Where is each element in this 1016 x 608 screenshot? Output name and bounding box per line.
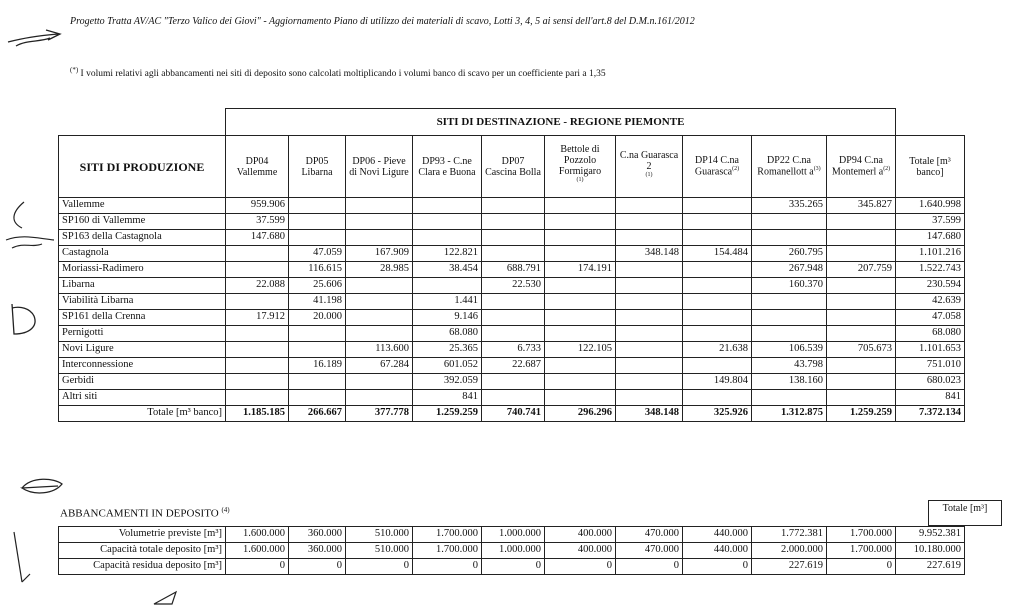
production-site-label: SP160 di Vallemme <box>59 214 226 230</box>
production-site-label: Vallemme <box>59 198 226 214</box>
table-cell: 41.198 <box>289 294 346 310</box>
col-header: DP06 - Pieve di Novi Ligure <box>346 136 413 198</box>
table-cell: 705.673 <box>827 342 896 358</box>
deposit-cell: 1.000.000 <box>482 527 545 543</box>
table-cell <box>827 214 896 230</box>
table-cell: 348.148 <box>616 246 683 262</box>
col-header: DP07 Cascina Bolla <box>482 136 545 198</box>
table-cell <box>226 374 289 390</box>
table-cell: 21.638 <box>683 342 752 358</box>
table-cell <box>616 294 683 310</box>
deposit-cell: 0 <box>482 559 545 575</box>
table-cell <box>346 374 413 390</box>
deposit-cell: 360.000 <box>289 527 346 543</box>
table-cell <box>482 390 545 406</box>
table-cell <box>413 198 482 214</box>
table-cell: 43.798 <box>752 358 827 374</box>
table-cell <box>545 374 616 390</box>
table-cell <box>616 326 683 342</box>
table-cell: 38.454 <box>413 262 482 278</box>
table-cell: 113.600 <box>346 342 413 358</box>
table-cell <box>827 278 896 294</box>
table-cell <box>545 198 616 214</box>
table-cell: 841 <box>413 390 482 406</box>
table-cell <box>413 230 482 246</box>
deposit-cell: 1.700.000 <box>827 527 896 543</box>
table-cell <box>289 214 346 230</box>
table-cell <box>616 342 683 358</box>
row-total-cell: 147.680 <box>896 230 965 246</box>
total-col-header: Totale [m³ banco] <box>896 136 965 198</box>
table-cell <box>346 390 413 406</box>
production-site-label: Moriassi-Radimero <box>59 262 226 278</box>
table-row <box>59 374 965 390</box>
table-cell <box>226 262 289 278</box>
total-cell: 266.667 <box>289 406 346 422</box>
table-cell <box>413 214 482 230</box>
deposit-title: ABBANCAMENTI IN DEPOSITO $^{(4)}$ <box>60 506 230 520</box>
total-cell: 1.259.259 <box>413 406 482 422</box>
deposit-cell: 2.000.000 <box>752 543 827 559</box>
table-cell <box>616 358 683 374</box>
col-header: DP14 C.na Guarasca$^{(2)}$ <box>683 136 752 198</box>
table-cell: 149.804 <box>683 374 752 390</box>
production-site-label: Libarna <box>59 278 226 294</box>
table-row <box>59 342 965 358</box>
table-cell <box>482 198 545 214</box>
totals-row <box>59 406 965 422</box>
table-row <box>59 214 965 230</box>
table-cell <box>827 390 896 406</box>
table-cell <box>289 230 346 246</box>
row-total-cell: 37.599 <box>896 214 965 230</box>
table-cell <box>545 326 616 342</box>
production-header: SITI DI PRODUZIONE <box>59 136 226 198</box>
table-row <box>59 310 965 326</box>
deposit-cell: 0 <box>827 559 896 575</box>
table-cell <box>289 342 346 358</box>
total-cell: 1.312.875 <box>752 406 827 422</box>
production-site-label: Novi Ligure <box>59 342 226 358</box>
table-cell <box>616 374 683 390</box>
table-cell: 688.791 <box>482 262 545 278</box>
table-cell: 116.615 <box>289 262 346 278</box>
deposit-cell: 470.000 <box>616 527 683 543</box>
table-cell <box>827 358 896 374</box>
deposit-cell: 1.700.000 <box>827 543 896 559</box>
table-cell <box>683 230 752 246</box>
table-cell <box>482 326 545 342</box>
deposit-row-label: Capacità residua deposito [m³] <box>59 559 226 575</box>
table-cell <box>827 326 896 342</box>
deposit-total-cell: 9.952.381 <box>896 527 965 543</box>
total-cell: 348.148 <box>616 406 683 422</box>
table-row <box>59 246 965 262</box>
col-header: DP94 C.na Montemerl $a^{(2)}$ <box>827 136 896 198</box>
deposit-cell: 1.772.381 <box>752 527 827 543</box>
table-cell <box>226 246 289 262</box>
deposit-cell: 1.700.000 <box>413 527 482 543</box>
table-row <box>59 294 965 310</box>
table-cell: 22.530 <box>482 278 545 294</box>
table-cell <box>482 230 545 246</box>
table-cell <box>683 326 752 342</box>
table-cell <box>683 390 752 406</box>
row-total-cell: 42.639 <box>896 294 965 310</box>
table-cell: 167.909 <box>346 246 413 262</box>
handwritten-d-mark <box>4 300 44 340</box>
table-cell: 147.680 <box>226 230 289 246</box>
table-cell <box>616 278 683 294</box>
deposit-cell: 0 <box>683 559 752 575</box>
table-row <box>59 358 965 374</box>
table-cell <box>346 230 413 246</box>
table-cell <box>683 278 752 294</box>
deposit-cell: 1.000.000 <box>482 543 545 559</box>
table-cell: 6.733 <box>482 342 545 358</box>
deposit-cell: 0 <box>289 559 346 575</box>
deposit-cell: 0 <box>346 559 413 575</box>
production-site-label: Pernigotti <box>59 326 226 342</box>
table-cell <box>289 390 346 406</box>
col-header: DP04 Vallemme <box>226 136 289 198</box>
table-cell: 207.759 <box>827 262 896 278</box>
total-cell: 377.778 <box>346 406 413 422</box>
table-cell <box>545 230 616 246</box>
row-total-cell: 1.522.743 <box>896 262 965 278</box>
row-total-cell: 230.594 <box>896 278 965 294</box>
destination-table <box>58 108 965 422</box>
table-cell <box>683 214 752 230</box>
table-row <box>59 326 965 342</box>
table-cell <box>545 214 616 230</box>
table-cell: 345.827 <box>827 198 896 214</box>
table-cell: 67.284 <box>346 358 413 374</box>
deposit-cell: 1.600.000 <box>226 527 289 543</box>
deposit-total-header: Totale [m³] <box>928 500 1002 526</box>
table-cell: 9.146 <box>413 310 482 326</box>
col-header: DP93 - C.ne Clara e Buona <box>413 136 482 198</box>
table-row <box>59 198 965 214</box>
deposit-cell: 470.000 <box>616 543 683 559</box>
table-cell <box>226 390 289 406</box>
table-cell <box>752 214 827 230</box>
table-cell: 106.539 <box>752 342 827 358</box>
project-header: Progetto Tratta AV/AC "Terzo Valico dei Giovi" - Aggiornamento Piano di utilizzo dei materiali di scavo, Lotti 3, 4, 5 ai sensi dell'art.8 del D.M.n.161/2012 <box>70 16 695 27</box>
table-row <box>59 278 965 294</box>
table-cell: 335.265 <box>752 198 827 214</box>
deposit-cell: 0 <box>413 559 482 575</box>
table-cell <box>827 294 896 310</box>
table-cell <box>545 310 616 326</box>
total-cell: 325.926 <box>683 406 752 422</box>
col-header: Bettole di Pozzolo Formigaro $^{(1)}$ <box>545 136 616 198</box>
table-cell <box>545 294 616 310</box>
table-cell <box>616 198 683 214</box>
table-cell: 260.795 <box>752 246 827 262</box>
deposit-cell: 440.000 <box>683 527 752 543</box>
note-marker: (*) <box>70 66 79 74</box>
handwritten-oval-mark <box>18 474 68 500</box>
row-total-cell: 1.101.653 <box>896 342 965 358</box>
handwritten-triangle-mark <box>150 588 186 608</box>
table-cell <box>616 214 683 230</box>
table-cell: 68.080 <box>413 326 482 342</box>
table-cell <box>545 246 616 262</box>
deposit-cell: 400.000 <box>545 543 616 559</box>
table-cell <box>545 390 616 406</box>
table-cell <box>752 310 827 326</box>
deposit-cell: 227.619 <box>752 559 827 575</box>
deposit-cell: 360.000 <box>289 543 346 559</box>
deposit-row-label: Volumetrie previste [m³] <box>59 527 226 543</box>
production-site-label: Interconnessione <box>59 358 226 374</box>
table-cell <box>683 294 752 310</box>
table-cell <box>616 262 683 278</box>
table-cell <box>616 310 683 326</box>
table-cell <box>827 374 896 390</box>
row-total-cell: 1.101.216 <box>896 246 965 262</box>
volume-note <box>70 66 606 79</box>
table-cell <box>482 246 545 262</box>
deposit-total-cell: 227.619 <box>896 559 965 575</box>
table-cell: 160.370 <box>752 278 827 294</box>
row-total-cell: 47.058 <box>896 310 965 326</box>
deposit-row <box>59 559 965 575</box>
deposit-cell: 400.000 <box>545 527 616 543</box>
col-header: DP05 Libarna <box>289 136 346 198</box>
table-cell: 17.912 <box>226 310 289 326</box>
table-cell <box>616 390 683 406</box>
table-cell <box>482 294 545 310</box>
deposit-cell: 0 <box>616 559 683 575</box>
deposit-cell: 440.000 <box>683 543 752 559</box>
table-cell <box>752 294 827 310</box>
deposit-title-sup: (4) <box>221 506 230 514</box>
destination-title: SITI DI DESTINAZIONE - REGIONE PIEMONTE <box>226 109 896 136</box>
table-cell: 1.441 <box>413 294 482 310</box>
table-cell <box>482 214 545 230</box>
production-site-label: Castagnola <box>59 246 226 262</box>
deposit-cell: 0 <box>226 559 289 575</box>
table-cell <box>289 374 346 390</box>
table-cell: 959.906 <box>226 198 289 214</box>
table-cell: 174.191 <box>545 262 616 278</box>
row-total-cell: 841 <box>896 390 965 406</box>
table-cell <box>346 326 413 342</box>
table-cell <box>413 278 482 294</box>
table-cell: 25.606 <box>289 278 346 294</box>
table-cell <box>827 246 896 262</box>
deposit-total-cell: 10.180.000 <box>896 543 965 559</box>
deposit-cell: 1.700.000 <box>413 543 482 559</box>
deposit-row-label: Capacità totale deposito [m³] <box>59 543 226 559</box>
production-site-label: SP163 della Castagnola <box>59 230 226 246</box>
table-cell: 122.105 <box>545 342 616 358</box>
row-total-cell: 1.640.998 <box>896 198 965 214</box>
note-text: I volumi relativi agli abbancamenti nei siti di deposito sono calcolati moltiplicando i volumi banco di scavo per un coefficiente pari a 1,35 <box>80 69 606 80</box>
table-cell <box>683 198 752 214</box>
table-cell <box>346 214 413 230</box>
production-site-label: Altri siti <box>59 390 226 406</box>
deposit-cell: 1.600.000 <box>226 543 289 559</box>
table-cell <box>289 198 346 214</box>
table-cell <box>683 358 752 374</box>
col-header: C.na Guarasca 2 $^{(1)}$ <box>616 136 683 198</box>
table-cell <box>827 230 896 246</box>
table-cell <box>752 326 827 342</box>
table-cell <box>346 310 413 326</box>
table-cell: 138.160 <box>752 374 827 390</box>
production-site-label: Gerbidi <box>59 374 226 390</box>
deposit-cell: 510.000 <box>346 543 413 559</box>
handwritten-bracket-mark <box>2 198 57 258</box>
deposit-cell: 0 <box>545 559 616 575</box>
table-cell: 22.687 <box>482 358 545 374</box>
handwritten-stroke-mark <box>8 528 38 588</box>
table-row <box>59 230 965 246</box>
table-cell <box>346 278 413 294</box>
row-total-cell: 68.080 <box>896 326 965 342</box>
deposit-row <box>59 527 965 543</box>
row-total-cell: 751.010 <box>896 358 965 374</box>
table-cell <box>226 326 289 342</box>
total-cell: 1.259.259 <box>827 406 896 422</box>
table-cell: 20.000 <box>289 310 346 326</box>
table-cell <box>226 358 289 374</box>
table-cell: 37.599 <box>226 214 289 230</box>
row-total-cell: 680.023 <box>896 374 965 390</box>
table-cell <box>545 278 616 294</box>
deposit-table <box>58 526 965 575</box>
table-row <box>59 262 965 278</box>
table-cell <box>752 390 827 406</box>
table-cell: 47.059 <box>289 246 346 262</box>
table-cell <box>346 198 413 214</box>
grand-total-cell: 7.372.134 <box>896 406 965 422</box>
table-cell <box>346 294 413 310</box>
col-header: DP22 C.na Romanellott $a^{(3)}$ <box>752 136 827 198</box>
total-cell: 296.296 <box>545 406 616 422</box>
table-cell <box>683 262 752 278</box>
table-cell: 16.189 <box>289 358 346 374</box>
production-site-label: Viabilità Libarna <box>59 294 226 310</box>
table-cell <box>226 294 289 310</box>
table-cell <box>226 342 289 358</box>
table-cell: 267.948 <box>752 262 827 278</box>
table-cell <box>616 230 683 246</box>
table-cell: 154.484 <box>683 246 752 262</box>
deposit-cell: 510.000 <box>346 527 413 543</box>
table-cell <box>683 310 752 326</box>
handwritten-arrow-mark <box>6 28 66 50</box>
production-site-label: SP161 della Crenna <box>59 310 226 326</box>
table-cell <box>482 374 545 390</box>
table-cell: 392.059 <box>413 374 482 390</box>
deposit-row <box>59 543 965 559</box>
table-cell: 22.088 <box>226 278 289 294</box>
table-row <box>59 390 965 406</box>
table-cell: 122.821 <box>413 246 482 262</box>
table-cell <box>545 358 616 374</box>
table-cell <box>827 310 896 326</box>
table-cell <box>289 326 346 342</box>
total-cell: 1.185.185 <box>226 406 289 422</box>
table-cell <box>752 230 827 246</box>
table-cell: 25.365 <box>413 342 482 358</box>
table-cell: 601.052 <box>413 358 482 374</box>
table-cell: 28.985 <box>346 262 413 278</box>
totals-label: Totale [m³ banco] <box>59 406 226 422</box>
table-cell <box>482 310 545 326</box>
total-cell: 740.741 <box>482 406 545 422</box>
